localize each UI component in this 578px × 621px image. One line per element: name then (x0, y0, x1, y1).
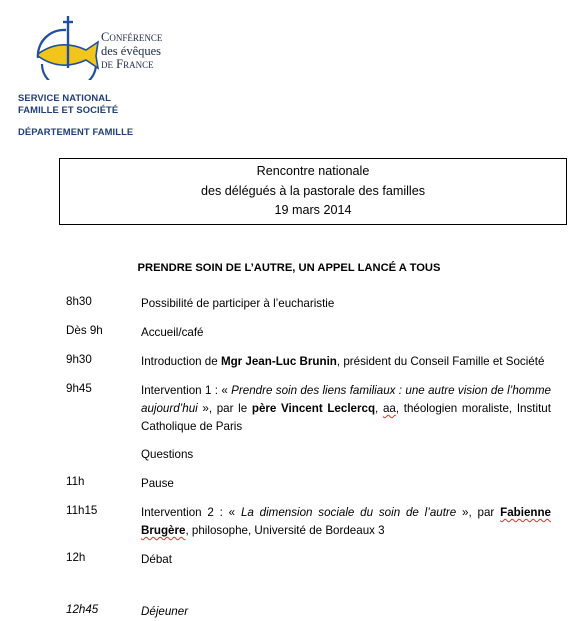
intervention-1-prefix: Intervention 1 : « (141, 384, 232, 397)
time-9h45: 9h45 (66, 382, 92, 395)
item-eucharist: Possibilité de participer à l’eucharistie (141, 297, 335, 310)
time-11h15: 11h15 (66, 504, 98, 517)
intervention-1-role: , théologien moraliste, Institut Catholique de Paris (141, 402, 551, 433)
item-intervention-1 (141, 382, 551, 436)
intervention-1-by: », par le (197, 402, 252, 415)
cef-logo-icon (30, 14, 102, 80)
order-abbreviation: aa (382, 402, 396, 415)
intervention-2-role: , philosophe, Université de Bordeaux 3 (185, 524, 385, 537)
service-line2: FAMILLE ET SOCIÉTÉ (18, 104, 119, 115)
event-title-date: 19 mars 2014 (274, 203, 352, 217)
event-title-line2: des délégués à la pastorale des familles (200, 183, 426, 198)
intervention-1-title: Prendre soin des liens familiaux : une autre vision de l’homme aujourd’hui (141, 384, 551, 415)
service-line1: SERVICE NATIONAL (18, 92, 111, 103)
intro-role: , président du Conseil Famille et Société (336, 355, 545, 368)
org-name-line2: des évêques (101, 44, 162, 58)
time-8h30: 8h30 (66, 295, 92, 308)
program-heading: PRENDRE SOIN DE L’AUTRE, UN APPEL LANCÉ A TOUS (137, 262, 441, 274)
item-break: Pause (141, 477, 174, 490)
item-questions: Questions (141, 448, 194, 461)
intervention-2-by: », par (456, 506, 501, 519)
time-11h: 11h (66, 475, 85, 488)
event-title-box (59, 158, 567, 225)
time-12h: 12h (66, 551, 86, 564)
item-introduction (141, 353, 561, 371)
time-12h45: 12h45 (66, 603, 99, 616)
event-title-line1: Rencontre nationale (256, 164, 370, 178)
intervention-2-title: La dimension sociale du soin de l’autre (240, 506, 457, 519)
time-9h: Dès 9h (66, 324, 103, 337)
item-lunch: Déjeuner (141, 605, 189, 618)
item-welcome: Accueil/café (141, 326, 204, 339)
speaker-leclercq: père Vincent Leclercq (251, 402, 376, 415)
intervention-2-prefix: Intervention 2 : « (141, 506, 241, 519)
intro-text: Introduction de (141, 355, 221, 368)
item-debate: Débat (141, 553, 172, 566)
department-line: DÉPARTEMENT FAMILLE (18, 126, 134, 137)
org-name-line1: Conférence (101, 30, 163, 44)
intervention-1-sep: , (375, 402, 383, 415)
time-9h30: 9h30 (66, 353, 92, 366)
item-intervention-2 (141, 504, 551, 540)
speaker-brugere: Fabienne Brugère (141, 506, 552, 537)
speaker-brunin: Mgr Jean-Luc Brunin (220, 355, 337, 368)
org-name-line3: de France (101, 57, 154, 71)
